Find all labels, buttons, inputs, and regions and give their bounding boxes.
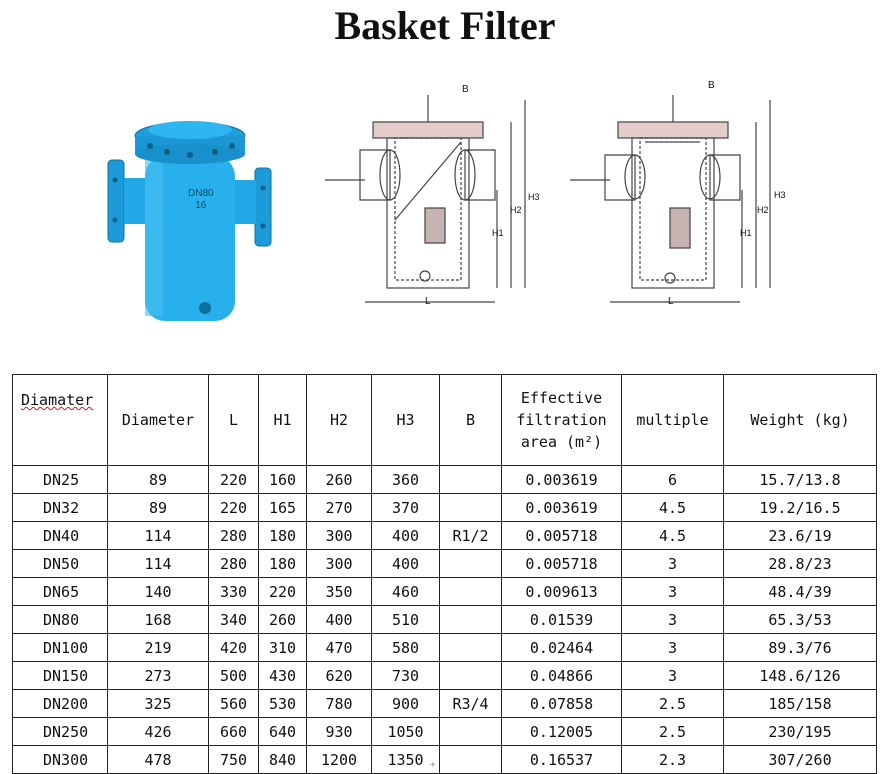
- header-diamater: Diamater: [13, 375, 108, 466]
- cell-area: 0.005718: [502, 550, 622, 578]
- header-filtration-area: Effective filtration area (m²): [502, 375, 622, 466]
- cell-dn: DN65: [13, 578, 108, 606]
- cell-weight: 19.2/16.5: [724, 494, 877, 522]
- cell-multiple: 2.3: [622, 746, 724, 774]
- header-h3: H3: [372, 375, 440, 466]
- cell-weight: 65.3/53: [724, 606, 877, 634]
- cell-h1: 640: [259, 718, 307, 746]
- cell-area: 0.04866: [502, 662, 622, 690]
- header-weight: Weight (kg): [724, 375, 877, 466]
- cell-h3: 460: [372, 578, 440, 606]
- photo-label-pressure: 16: [195, 200, 207, 211]
- cell-h3: 360: [372, 466, 440, 494]
- table-row: [13, 690, 877, 718]
- cell-b: [440, 746, 502, 774]
- cell-b: R1/2: [440, 522, 502, 550]
- table-row: [13, 550, 877, 578]
- cell-h2: 260: [307, 466, 372, 494]
- cell-weight: 89.3/76: [724, 634, 877, 662]
- cell-l: 420: [209, 634, 259, 662]
- cell-dn: DN80: [13, 606, 108, 634]
- cell-multiple: 3: [622, 578, 724, 606]
- cell-dn: DN200: [13, 690, 108, 718]
- cell-diameter: 114: [108, 522, 209, 550]
- cell-weight: 185/158: [724, 690, 877, 718]
- drawing2-label-h3: H3: [774, 190, 786, 200]
- table-row: [13, 634, 877, 662]
- cell-l: 280: [209, 550, 259, 578]
- cell-multiple: 4.5: [622, 522, 724, 550]
- cell-h1: 260: [259, 606, 307, 634]
- cell-h2: 400: [307, 606, 372, 634]
- cell-multiple: 2.5: [622, 690, 724, 718]
- drawing2-label-h1: H1: [740, 228, 752, 238]
- cell-h1: 220: [259, 578, 307, 606]
- cell-l: 660: [209, 718, 259, 746]
- cell-diameter: 273: [108, 662, 209, 690]
- cell-b: [440, 494, 502, 522]
- cell-dn: DN100: [13, 634, 108, 662]
- cell-h2: 780: [307, 690, 372, 718]
- cell-area: 0.02464: [502, 634, 622, 662]
- cell-l: 280: [209, 522, 259, 550]
- cell-h3: 1350: [372, 746, 440, 774]
- cell-h3: 510: [372, 606, 440, 634]
- cell-weight: 48.4/39: [724, 578, 877, 606]
- cell-area: 0.003619: [502, 494, 622, 522]
- cell-multiple: 2.5: [622, 718, 724, 746]
- cell-h3: 900: [372, 690, 440, 718]
- cell-h1: 530: [259, 690, 307, 718]
- header-multiple: multiple: [622, 375, 724, 466]
- cell-h2: 930: [307, 718, 372, 746]
- cell-diameter: 478: [108, 746, 209, 774]
- cell-l: 750: [209, 746, 259, 774]
- cell-l: 330: [209, 578, 259, 606]
- cell-dn: DN150: [13, 662, 108, 690]
- cell-l: 500: [209, 662, 259, 690]
- header-h2: H2: [307, 375, 372, 466]
- cell-h2: 620: [307, 662, 372, 690]
- drawing2-label-b: B: [708, 80, 715, 91]
- cell-h2: 300: [307, 522, 372, 550]
- basket-filter-photo: [105, 108, 290, 333]
- cell-h1: 180: [259, 550, 307, 578]
- cell-b: [440, 550, 502, 578]
- cell-h3: 730: [372, 662, 440, 690]
- table-row: [13, 718, 877, 746]
- cell-dn: DN50: [13, 550, 108, 578]
- cell-multiple: 6: [622, 466, 724, 494]
- cell-h3: 400: [372, 522, 440, 550]
- cell-weight: 148.6/126: [724, 662, 877, 690]
- cell-multiple: 3: [622, 662, 724, 690]
- table-row: [13, 662, 877, 690]
- drawing1-label-h3: H3: [528, 192, 540, 202]
- cell-h1: 180: [259, 522, 307, 550]
- cell-dn: DN250: [13, 718, 108, 746]
- cell-h1: 840: [259, 746, 307, 774]
- cell-l: 340: [209, 606, 259, 634]
- technical-drawing-2: [570, 80, 795, 320]
- cell-h3: 1050: [372, 718, 440, 746]
- cell-h3: 370: [372, 494, 440, 522]
- cell-diameter: 89: [108, 466, 209, 494]
- cell-multiple: 3: [622, 634, 724, 662]
- table-body: [13, 466, 877, 774]
- cell-diameter: 219: [108, 634, 209, 662]
- cell-h3: 400: [372, 550, 440, 578]
- table-row: [13, 466, 877, 494]
- cell-b: [440, 578, 502, 606]
- cell-h1: 165: [259, 494, 307, 522]
- cell-h3: 580: [372, 634, 440, 662]
- cell-area: 0.07858: [502, 690, 622, 718]
- header-b: B: [440, 375, 502, 466]
- cell-b: [440, 606, 502, 634]
- drawing1-label-h1: H1: [492, 228, 504, 238]
- drawing1-label-b: B: [462, 84, 469, 95]
- cell-diameter: 325: [108, 690, 209, 718]
- cell-b: [440, 466, 502, 494]
- cell-diameter: 426: [108, 718, 209, 746]
- cell-h1: 430: [259, 662, 307, 690]
- footer-mark: +: [430, 760, 436, 771]
- cell-b: [440, 662, 502, 690]
- cell-h2: 1200: [307, 746, 372, 774]
- spec-table-container: [12, 374, 877, 774]
- cell-h2: 470: [307, 634, 372, 662]
- cell-multiple: 4.5: [622, 494, 724, 522]
- cell-area: 0.003619: [502, 466, 622, 494]
- cell-b: R3/4: [440, 690, 502, 718]
- cell-weight: 307/260: [724, 746, 877, 774]
- drawing1-label-h2: H2: [510, 205, 522, 215]
- cell-multiple: 3: [622, 550, 724, 578]
- cell-area: 0.009613: [502, 578, 622, 606]
- drawing2-label-h2: H2: [757, 205, 769, 215]
- cell-dn: DN32: [13, 494, 108, 522]
- cell-b: [440, 634, 502, 662]
- cell-dn: DN40: [13, 522, 108, 550]
- table-row: [13, 578, 877, 606]
- cell-weight: 15.7/13.8: [724, 466, 877, 494]
- table-header-row: [13, 375, 877, 466]
- spec-table: [12, 374, 877, 774]
- cell-diameter: 168: [108, 606, 209, 634]
- cell-area: 0.16537: [502, 746, 622, 774]
- cell-l: 220: [209, 466, 259, 494]
- page-title: Basket Filter: [334, 3, 556, 48]
- cell-b: [440, 718, 502, 746]
- cell-l: 220: [209, 494, 259, 522]
- cell-weight: 28.8/23: [724, 550, 877, 578]
- table-row: [13, 606, 877, 634]
- table-row: [13, 494, 877, 522]
- cell-l: 560: [209, 690, 259, 718]
- cell-dn: DN25: [13, 466, 108, 494]
- cell-area: 0.005718: [502, 522, 622, 550]
- cell-h2: 300: [307, 550, 372, 578]
- header-diameter: Diameter: [108, 375, 209, 466]
- cell-area: 0.12005: [502, 718, 622, 746]
- cell-h2: 270: [307, 494, 372, 522]
- cell-area: 0.01539: [502, 606, 622, 634]
- technical-drawing-1: [325, 80, 550, 320]
- cell-h2: 350: [307, 578, 372, 606]
- cell-diameter: 89: [108, 494, 209, 522]
- cell-h1: 310: [259, 634, 307, 662]
- cell-multiple: 3: [622, 606, 724, 634]
- drawing2-label-l: L: [668, 296, 674, 307]
- cell-diameter: 114: [108, 550, 209, 578]
- header-h1: H1: [259, 375, 307, 466]
- table-row: [13, 746, 877, 774]
- cell-diameter: 140: [108, 578, 209, 606]
- drawing1-label-l: L: [425, 296, 431, 307]
- photo-label-size: DN80: [188, 188, 214, 199]
- header-l: L: [209, 375, 259, 466]
- cell-weight: 230/195: [724, 718, 877, 746]
- cell-dn: DN300: [13, 746, 108, 774]
- table-row: [13, 522, 877, 550]
- cell-weight: 23.6/19: [724, 522, 877, 550]
- cell-h1: 160: [259, 466, 307, 494]
